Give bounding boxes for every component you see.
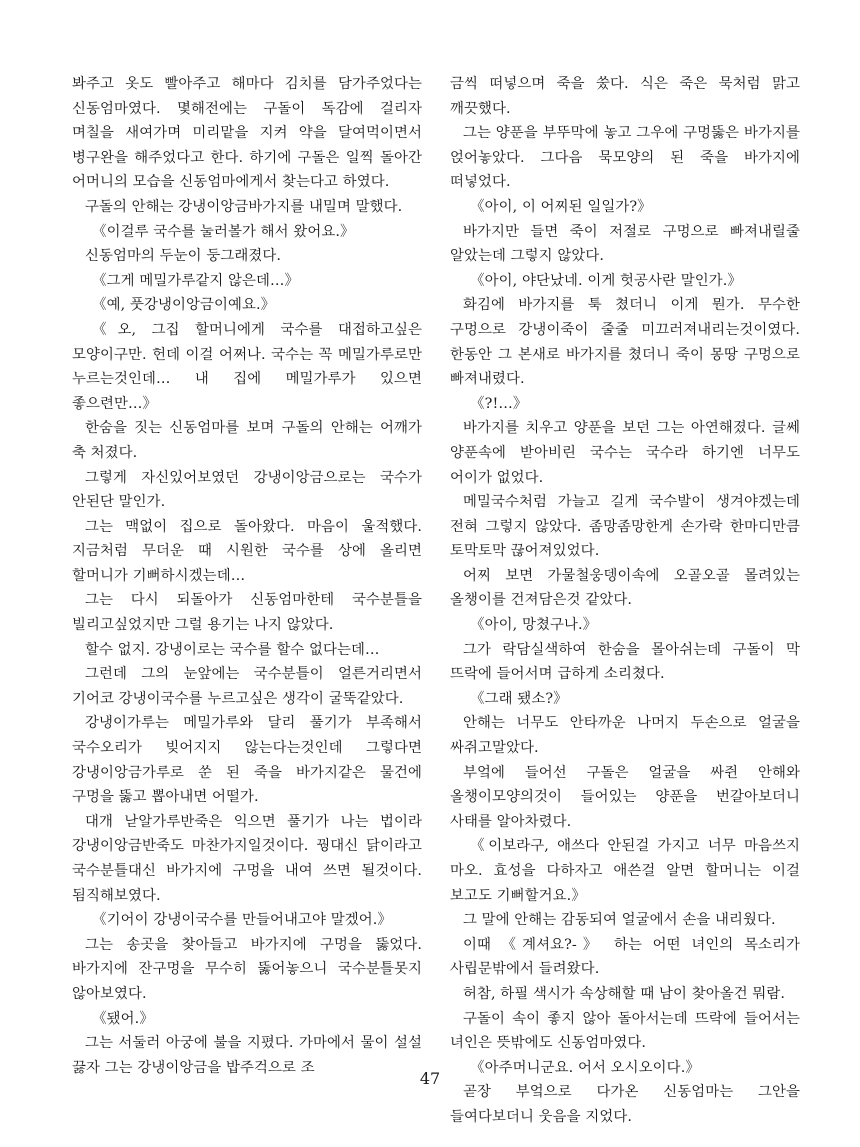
body-paragraph: 메밀국수처럼 가늘고 길게 국수발이 생겨야겠는데 전혀 그렇지 않았다. 좀망좀망한게 손가락 한마디만큼 토막토막 끊어져있었다. — [450, 494, 800, 560]
body-paragraph: 그는 다시 되돌아가 신동엄마한테 국수분틀을 빌리고싶었지만 그럴 용기는 나지 않았다. — [72, 592, 422, 634]
dialogue-paragraph: 《이보라구, 애쓰다 안된걸 가지고 너무 마음쓰지 마오. 효성을 다하자고 애쓴걸 알면 할머니는 이걸 보고도 기뻐할거요.》 — [450, 838, 800, 904]
body-paragraph: 허참, 하필 색시가 속상해할 때 남이 찾아올건 뭐람. — [462, 985, 786, 1002]
body-paragraph: 구돌의 안해는 강냉이앙금바가지를 내밀며 말했다. — [84, 198, 403, 215]
page-number: 47 — [419, 1069, 441, 1088]
body-paragraph: 그는 송곳을 찾아들고 바가지에 구멍을 뚫었다. 바가지에 잔구멍을 무수히 뚫어놓으니 국수분틀못지 않아보였다. — [72, 936, 422, 1002]
body-paragraph: 금씩 떠넣으며 죽을 쑸다. 식은 죽은 묵처럼 맑고 깨끗했다. — [450, 76, 800, 117]
body-paragraph: 부엌에 들어선 구돌은 얼굴을 싸쥔 안해와 올챙이모양의것이 들어있는 양푼을 번갈아보더니 사태를 알아차렸다. — [450, 764, 800, 830]
dialogue-paragraph: 《?!…》 — [470, 395, 528, 412]
right-text-column — [450, 72, 800, 1130]
body-paragraph: 그런데 그의 눈앞에는 국수분틀이 얼른거리면서 기어코 강냉이국수를 누르고싶은 생각이 굴뚝같았다. — [72, 666, 422, 707]
dialogue-paragraph: 《아이, 이 어찌된 일일가?》 — [470, 198, 652, 215]
body-paragraph: 그가 락담실색하여 한숨을 몰아쉬는데 구돌이 막 뜨락에 들어서며 급하게 소리쳤다. — [450, 641, 800, 683]
body-paragraph: 강냉이가루는 메밀가루와 달리 풀기가 부족해서 국수오리가 빚어지지 않는다는것인데 그렇다면 강냉이앙금가루로 쑨 된 죽을 바가지같은 물건에 구멍을 뚫고 뽑아내면 어떨가. — [72, 715, 422, 806]
body-paragraph: 곧장 부엌으로 다가온 신동엄마는 그안을 들여다보더니 웃음을 지었다. — [450, 1084, 800, 1125]
dialogue-paragraph: 《오, 그집 할머니에게 국수를 대접하고싶은 모양이구만. 헌데 이걸 어쩌나. 국수는 꼭 메밀가루로만 누르는것인데… 내 집에 메밀가루가 있으면 좋으련만…》 — [72, 321, 422, 412]
body-paragraph: 화김에 바가지를 툭 쳤더니 이게 뭔가. 무수한 구멍으로 강냉이죽이 줄줄 미끄러져내리는것이였다. 한동안 그 본새로 바가지를 쳤더니 죽이 몽땅 구멍으로 빠져내렸다. — [450, 297, 800, 388]
dialogue-paragraph: 《이걸루 국수를 눌러볼가 해서 왔어요.》 — [92, 223, 355, 240]
dialogue-paragraph: 《아이, 야단났네. 이게 헛공사란 말인가.》 — [470, 272, 742, 289]
body-paragraph: 대개 낟알가루반죽은 익으면 풀기가 나는 법이라 강냉이앙금반죽도 마찬가지일것이다. 꿩대신 닭이라고 국수분틀대신 바가지에 구멍을 내여 쓰면 될것이다. 됨직해보였다. — [72, 813, 422, 904]
body-paragraph: 한숨을 짓는 신동엄마를 보며 구돌의 안해는 어깨가 축 처졌다. — [72, 420, 422, 461]
body-paragraph: 바가지만 들면 죽이 저절로 구멍으로 빠져내릴줄 알았는데 그렇지 않았다. — [450, 223, 800, 265]
dialogue-paragraph: 《아이, 망쳤구나.》 — [470, 617, 598, 634]
body-paragraph: 그는 서둘러 아궁에 불을 지폈다. 가마에서 물이 설설 끓자 그는 강냉이앙금을 밥주걱으로 조 — [72, 1035, 422, 1076]
dialogue-paragraph: 《기어이 강냉이국수를 만들어내고야 말겠어.》 — [92, 912, 392, 929]
left-text-column — [72, 72, 422, 1080]
body-paragraph: 그렇게 자신있어보였던 강냉이앙금으로는 국수가 안된단 말인가. — [72, 469, 422, 511]
dialogue-paragraph: 《그게 메밀가루같지 않은데…》 — [92, 272, 299, 289]
dialogue-paragraph: 《예, 풋강냉이앙금이예요.》 — [92, 297, 276, 314]
body-paragraph: 그는 맥없이 집으로 돌아왔다. 마음이 울적했다. 지금처럼 무더운 때 시원한 국수를 상에 올리면 할머니가 기뻐하시겠는데… — [72, 518, 422, 584]
dialogue-paragraph: 《아주머니군요. 어서 오시오이다.》 — [470, 1059, 700, 1076]
dialogue-paragraph: 《그래 됐소?》 — [470, 690, 568, 707]
body-paragraph: 봐주고 옷도 빨아주고 해마다 김치를 담가주었다는 신동엄마였다. 몇해전에는 구돌이 독감에 걸리자 며칠을 새여가며 미리맡을 지켜 약을 달여먹이면서 병구완을 해주었다고 한다. 하기에 구돌은 일찍 돌아간 어머니의 모습을 신동엄마에게서 찾는다고 하였다. — [72, 76, 422, 191]
body-paragraph: 안해는 너무도 안타까운 나머지 두손으로 얼굴을 싸쥐고말았다. — [450, 715, 800, 757]
body-paragraph: 그 말에 안해는 감동되여 얼굴에서 손을 내리웠다. — [462, 912, 776, 929]
body-paragraph: 바가지를 치우고 양푼을 보던 그는 아연해졌다. 글쎄 양푼속에 받아비린 국수는 국수라 하기엔 너무도 어이가 없었다. — [450, 420, 800, 486]
dialogue-paragraph: 《됐어.》 — [92, 1010, 154, 1027]
body-paragraph: 이때 《계셔요?-》 하는 어떤 녀인의 목소리가 사립문밖에서 들려왔다. — [450, 936, 800, 978]
body-paragraph: 신동엄마의 두눈이 둥그래졌다. — [84, 248, 281, 265]
body-paragraph: 할수 없지. 강냉이로는 국수를 할수 없다는데… — [84, 641, 380, 658]
body-paragraph: 그는 양푼을 부뚜막에 놓고 그우에 구멍뚫은 바가지를 얹어놓았다. 그다음 묵모양의 된 죽을 바가지에 떠넣었다. — [450, 125, 800, 191]
body-paragraph: 구돌이 속이 좋지 않아 돌아서는데 뜨락에 들어서는 녀인은 뜻밖에도 신동엄마였다. — [450, 1010, 800, 1052]
body-paragraph: 어찌 보면 가물철웅뎅이속에 오골오골 몰려있는 올챙이를 건져담은것 같았다. — [450, 567, 800, 609]
